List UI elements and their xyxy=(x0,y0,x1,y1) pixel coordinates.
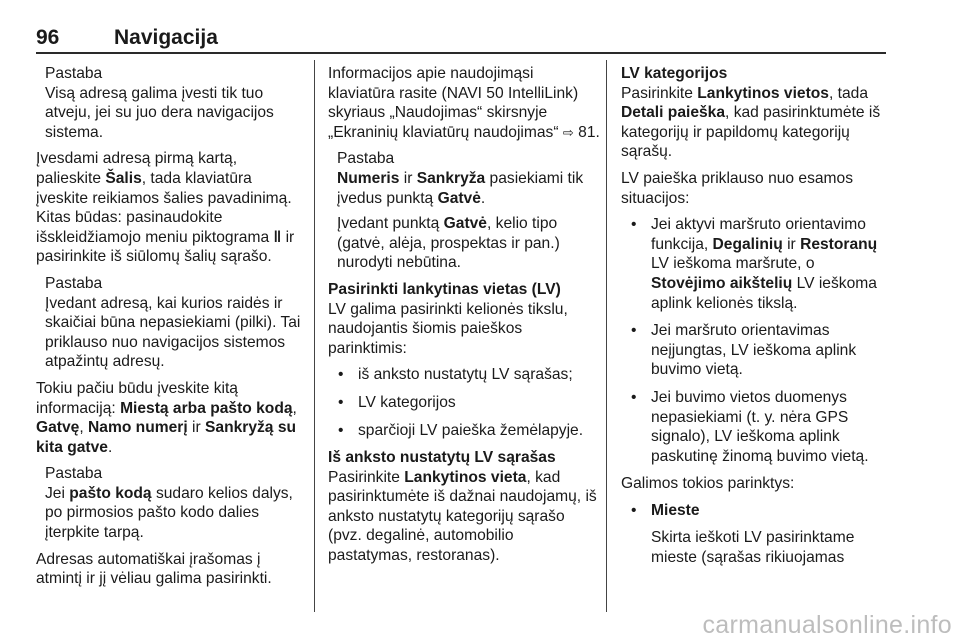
paragraph-saved: Adresas automatiškai įrašomas į atmintį ir jį vėliau galima pasirinkti. xyxy=(36,550,272,588)
poi-options-list xyxy=(328,365,600,440)
note-3 xyxy=(36,464,306,542)
note-text: Įvedant adresą, kai kurios raidės ir skaičiai būna nepasiekiami (pilki). Tai priklauso nuo navigacijos sistemos atpažintų adresų. xyxy=(45,294,301,371)
paragraph-categories: Pasirinkite Lankytinos vietos, tada Detali paieška, kad pasirinktumėte iš kategorijų ir papildomų kategorijų sąrašų. xyxy=(621,84,881,161)
note-title: Pastaba xyxy=(45,274,103,292)
paragraph-address-fields: Tokiu pačiu būdu įveskite kitą informaciją: Miestą arba pašto kodą, Gatvę, Namo numerį ir Sankryžą su kita gatve. xyxy=(36,379,297,456)
note-2 xyxy=(36,274,306,372)
paragraph-country: Įvesdami adresą pirmą kartą, palieskite Šalis, tada klaviatūra įveskite reikiamos šalies pavadinimą. Kitas būdas: pasinaudokite išskleidžiamojo meniu piktograma ‖ ir pasirinkite iš siūlomų šalių sąrašo. xyxy=(36,150,295,266)
watermark: carmanualsonline.info xyxy=(702,611,952,639)
column-1 xyxy=(36,64,306,596)
note-street: Pastaba Numeris ir Sankryža pasiekiami tik įvedus punktą Gatvė. Įvedant punktą Gatvė, kelio tipo (gatvė, alėja, prospektas ir pan.) nurodyti nebūtina. xyxy=(328,149,600,273)
section-text: Pasirinkite Lankytinos vieta, kad pasirinktumėte iš dažnai naudojamų, iš anksto nustatytų kategorijų sąrašo (pvz. degalinė, automobilio pastatymas, restoranas). xyxy=(328,468,597,565)
note-title: Pastaba xyxy=(45,465,103,483)
page-header xyxy=(36,26,886,52)
list-item: • Mieste xyxy=(621,501,889,521)
column-divider-1 xyxy=(314,60,315,612)
column-3 xyxy=(621,64,889,575)
section-heading: LV kategorijos xyxy=(621,65,728,82)
list-item: • iš anksto nustatytų LV sąrašas; xyxy=(328,365,600,385)
page-ref-icon: ⇨ xyxy=(562,124,574,140)
column-divider-2 xyxy=(606,60,607,612)
note-1 xyxy=(36,64,306,142)
note-title: Pastaba xyxy=(45,65,103,82)
menu-salis: Šalis xyxy=(105,169,142,187)
column-2 xyxy=(328,64,600,573)
note-title: Pastaba xyxy=(337,150,395,168)
note-text: Visą adresą galima įvesti tik tuo atveju, jei su juo dera navigacijos sistema. xyxy=(45,84,274,141)
paragraph-options: Galimos tokios parinktys: xyxy=(621,475,795,493)
list-item: • LV kategorijos xyxy=(328,393,600,413)
page-number: 96 xyxy=(36,26,60,49)
list-item: • Jei buvimo vietos duomenys nepasiekiami (t. y. nėra GPS signalo), LV ieškoma aplink paskutinę žinomą buvimo vietą. xyxy=(621,388,889,466)
list-item: • sparčioji LV paieška žemėlapyje. xyxy=(328,421,600,441)
header-rule xyxy=(36,52,886,54)
section-text: LV galima pasirinkti kelionės tikslu, naudojantis šiomis paieškos parinktimis: xyxy=(328,300,568,357)
note-text: Jei pašto kodą sudaro kelios dalys, po pirmosios pašto kodo dalies įterpkite tarpą. xyxy=(45,484,293,542)
option-description: Skirta ieškoti LV pasirinktame mieste (sąrašas rikiuojamas xyxy=(651,529,855,567)
chapter-title: Navigacija xyxy=(114,26,218,49)
situation-list xyxy=(621,215,889,466)
paragraph-situation: LV paieška priklauso nuo esamos situacijos: xyxy=(621,169,854,207)
section-heading: Pasirinkti lankytinas vietas (LV) xyxy=(328,280,561,298)
options-list xyxy=(621,501,889,521)
section-heading: Iš anksto nustatytų LV sąrašas xyxy=(328,449,556,467)
list-item: • Jei maršruto orientavimas neįjungtas, LV ieškoma aplink buvimo vietą. xyxy=(621,321,889,380)
dropdown-icon: ‖ xyxy=(273,228,282,246)
paragraph-keyboard: Informacijos apie naudojimąsi klaviatūra rasite (NAVI 50 IntelliLink) skyriaus „Naudojimas“ skirsnyje „Ekraninių klaviatūrų naudojimas“ ⇨ 81. xyxy=(328,65,600,141)
list-item: • Jei aktyvi maršruto orientavimo funkcija, Degalinių ir Restoranų LV ieškoma maršrute, o Stovėjimo aikštelių LV ieškoma aplink kelionės tikslą. xyxy=(621,215,889,313)
